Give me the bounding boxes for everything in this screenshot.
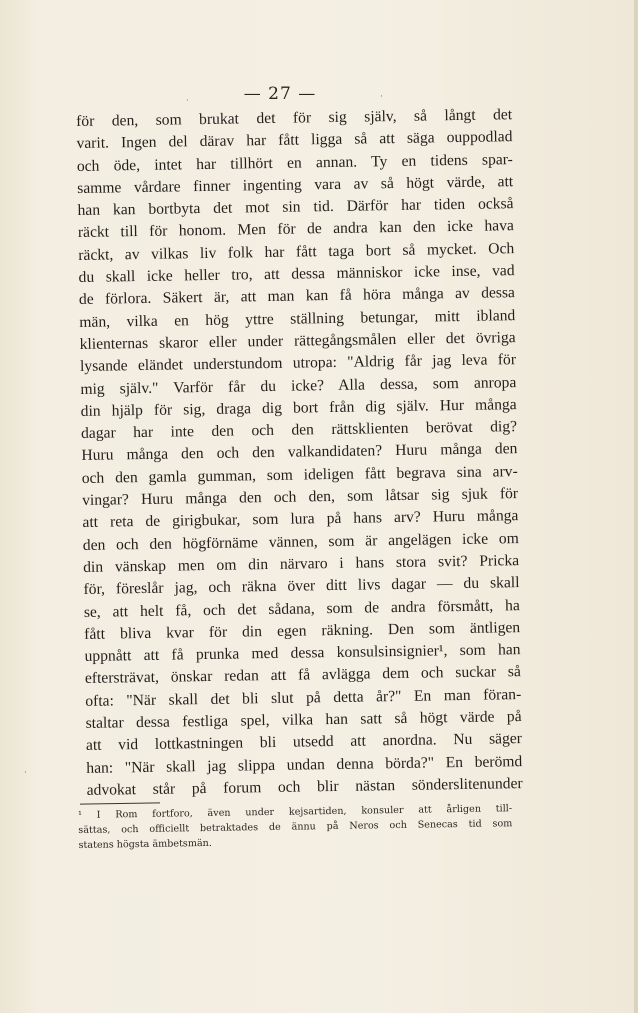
text-line: räckt till för honom. Men för de andra kan den icke hava xyxy=(77,217,514,242)
body-text xyxy=(76,104,523,802)
text-line: vingar? Huru många den och den, som låtsar sig sjuk för xyxy=(81,485,519,509)
footnote-rule xyxy=(80,802,160,804)
page-edge xyxy=(634,0,638,1013)
text-line: den och den högförnäme vännen, som är angelägen icke om xyxy=(82,529,519,554)
text-line: samme vårdare finner ingenting vara av så högt värde, att xyxy=(77,173,514,197)
text-line: att reta de girigbukar, som lura på hans arv? Huru många xyxy=(82,507,519,532)
text-line: du skall icke heller tro, att dessa människor icke inse, vad xyxy=(78,262,515,287)
text-line: staltar dessa festliga spel, vilka han satt så högt värde på xyxy=(85,708,522,732)
speck-mark: · xyxy=(380,92,383,102)
text-line: dagar har inte den och den rättsklienten berövat dig? xyxy=(80,418,518,443)
text-line: klienternas skaror eller under rättegångsmålen eller det övriga xyxy=(79,329,516,353)
text-line: de förlora. Säkert är, att man kan få höra många av dessa xyxy=(78,284,516,309)
text-line: fått bliva kvar för din egen räkning. Den som äntligen xyxy=(84,618,521,643)
text-line: och öde, intet har tillhört en annan. Ty en tidens spar- xyxy=(76,150,513,175)
text-line: för den, som brukat det för sig själv, så långt det xyxy=(76,106,513,130)
footnote-line: sättas, och officiellt betraktades de ännu på Neros och Senecas tid som xyxy=(78,818,513,836)
text-line: Huru många den och den valkandidaten? Huru många den xyxy=(81,440,518,465)
speck-mark: · xyxy=(24,768,27,778)
text-line: se, att helt få, och det sådana, som de andra försmått, ha xyxy=(83,596,520,621)
text-line: han: "När skall jag slippa undan denna börda?" En berömd xyxy=(86,752,523,777)
text-line: han kan bortbyta det mot sin tid. Därför har tiden också xyxy=(77,195,514,220)
text-line: eftersträvat, önskar redan att få avlägga dem och suckar så xyxy=(84,663,522,688)
text-line: räckt, av vilkas liv folk har fått taga bort så mycket. Och xyxy=(78,239,515,264)
text-line: och den gamla gumman, som ideligen fått begrava sina arv- xyxy=(81,462,518,487)
text-line: mig själv." Varför får du icke? Alla dessa, som anropa xyxy=(80,373,517,398)
speck-mark: · xyxy=(186,96,189,106)
footnote-line: statens högsta ämbetsmän. xyxy=(78,837,212,851)
footnote-line: ¹ I Rom fortforo, även under kejsartiden, konsuler att årligen till- xyxy=(78,803,513,821)
text-line: män, vilka en hög yttre ställning betungar, mitt ibland xyxy=(79,306,516,331)
footnote xyxy=(78,801,513,853)
text-line: att vid lottkastningen bli utsedd att anordna. Nu säger xyxy=(85,730,523,755)
text-line: varit. Ingen del därav har fått ligga så att säga ouppodlad xyxy=(76,128,513,153)
page-number: — 27 — xyxy=(243,84,317,104)
text-line: lysande eländet understundom utropa: "Aldrig får jag leva för xyxy=(79,351,517,376)
text-line: uppnått att få prunka med dessa konsulsinsignier¹, som han xyxy=(84,641,521,666)
text-line: ofta: "När skall det bli slut på detta år?" En man föran- xyxy=(85,685,522,710)
text-line: för, föreslår jag, och räkna över ditt livs dagar — du skall xyxy=(83,574,520,599)
text-line: din hjälp för sig, draga dig bort från dig själv. Hur många xyxy=(80,395,517,420)
text-line: advokat står på forum och blir nästan sönderslitenunder xyxy=(86,774,523,799)
text-line: din vänskap men om din närvaro i hans stora svit? Pricka xyxy=(83,552,520,576)
